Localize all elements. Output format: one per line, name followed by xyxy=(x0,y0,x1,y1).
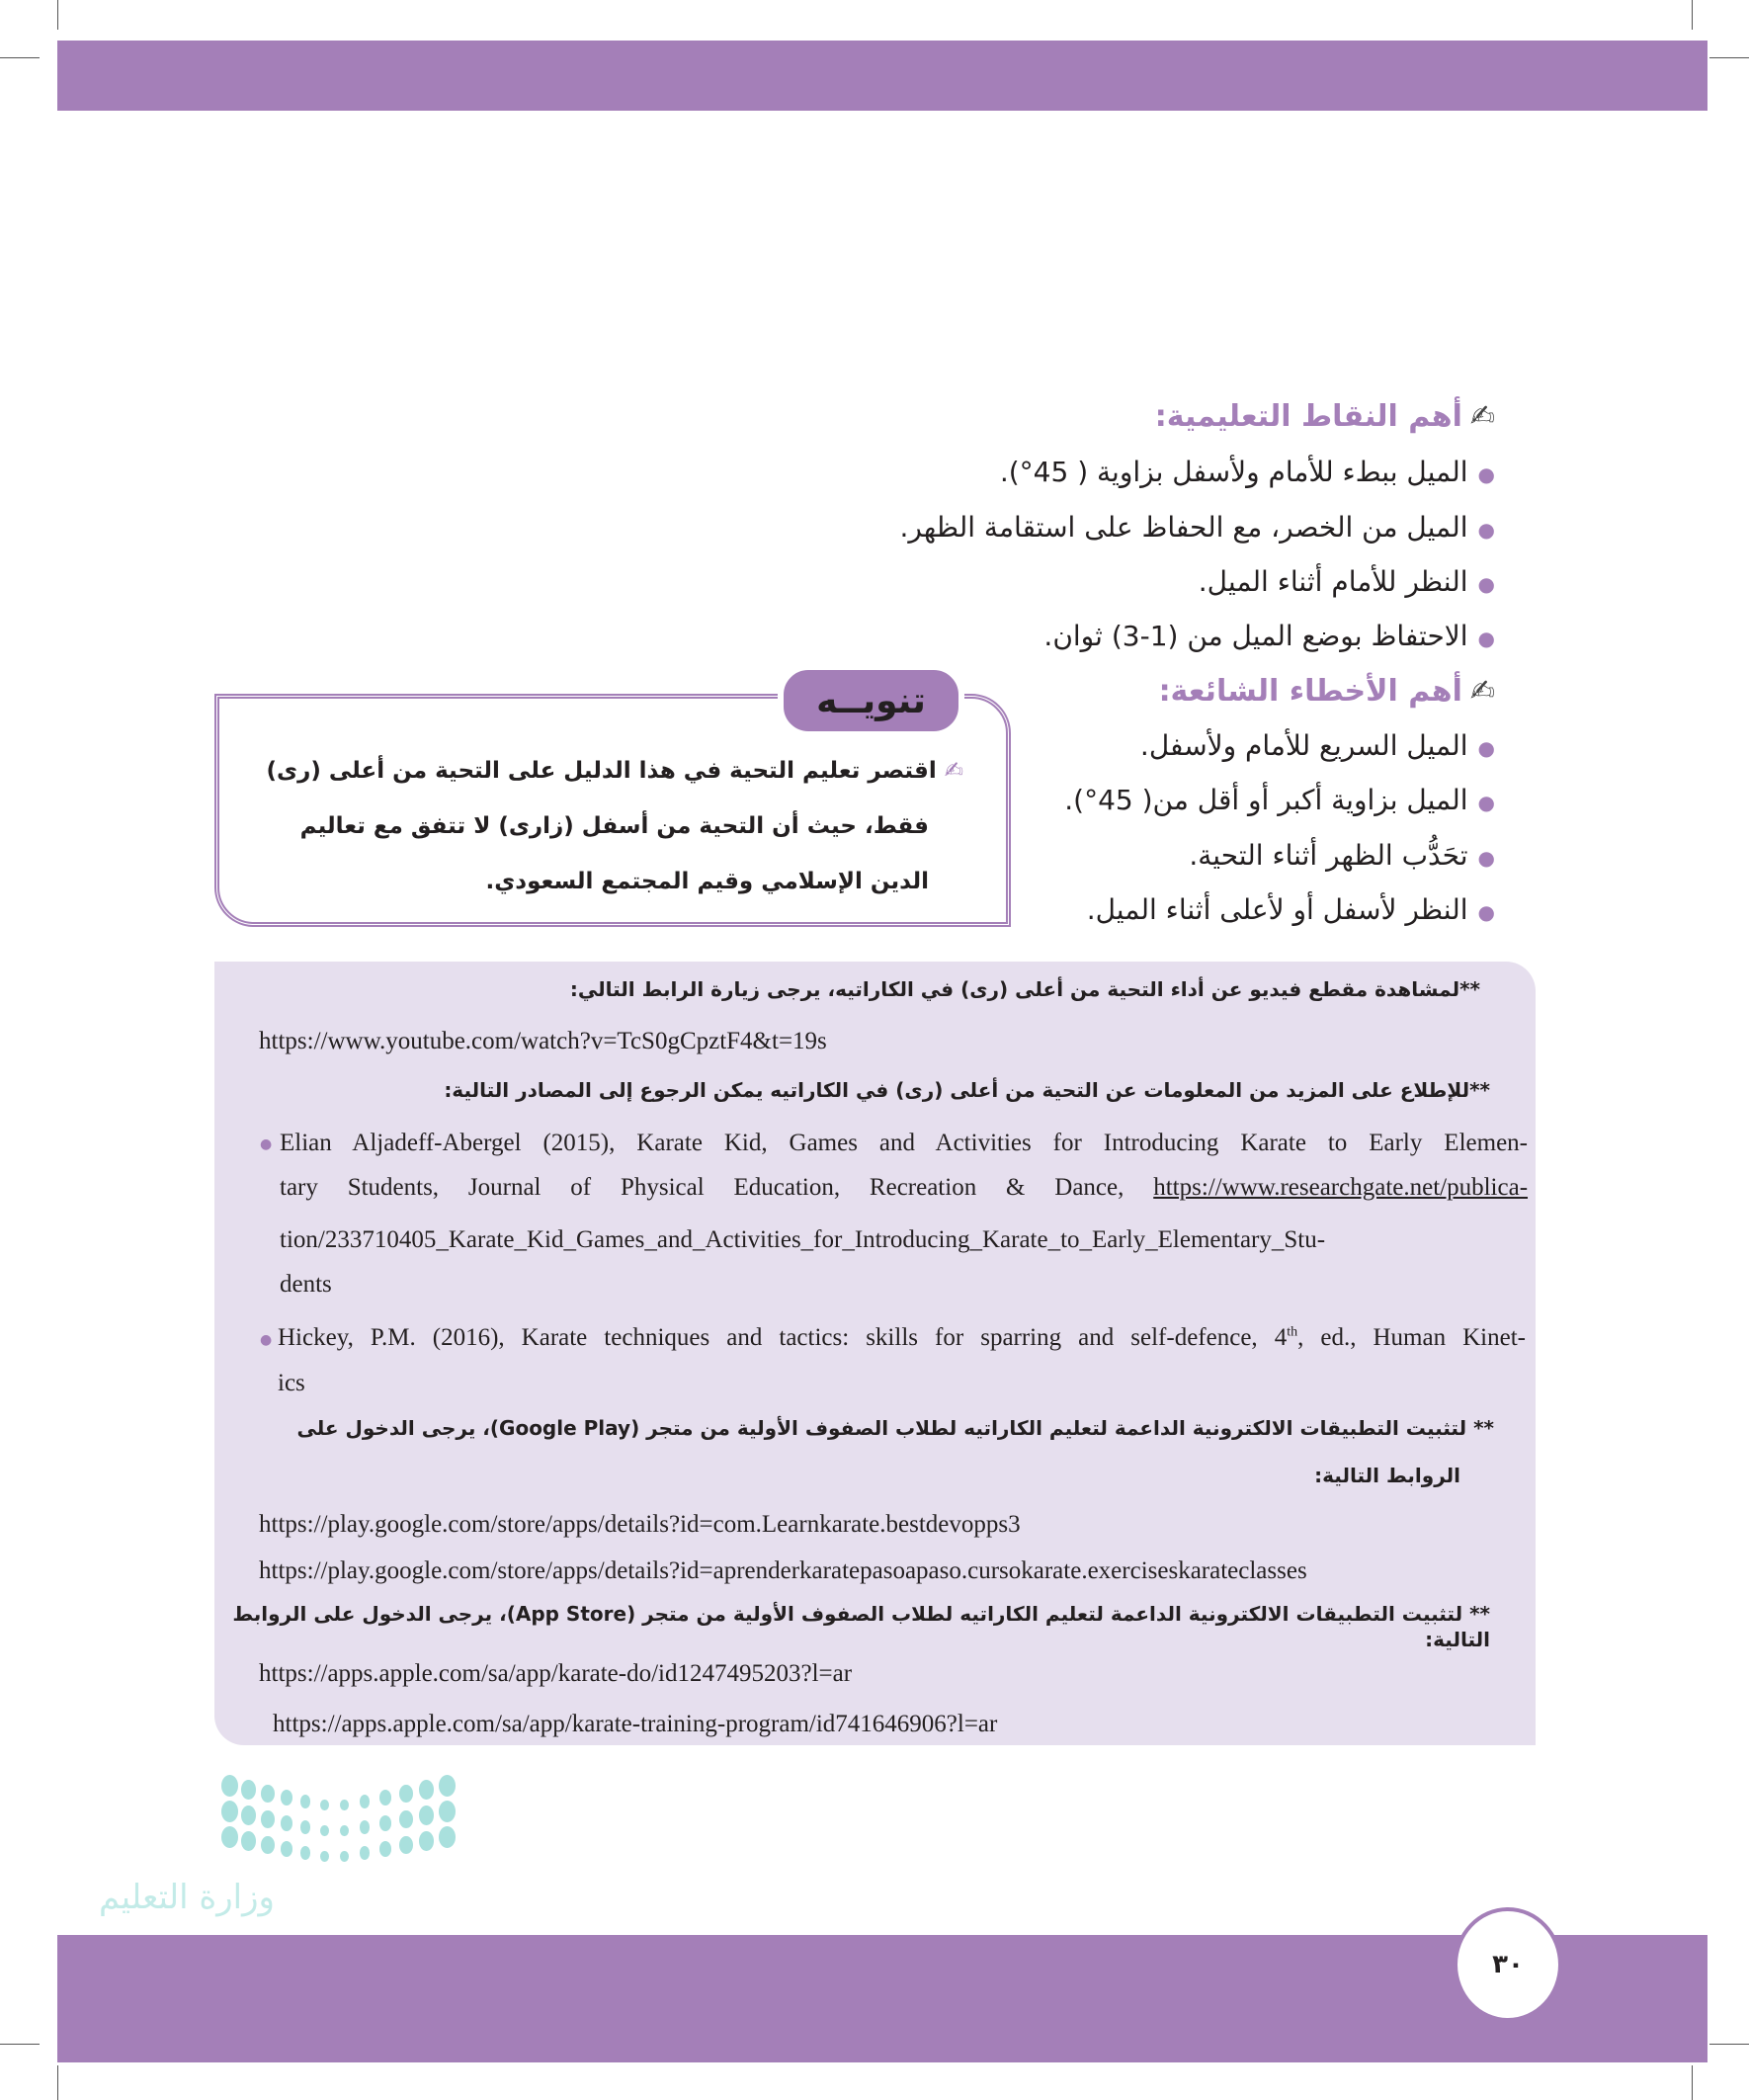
video-text: **لمشاهدة مقطع فيديو عن أداء التحية من أعلى (رى) في الكاراتيه، يرجى زيارة الرابط التالي: xyxy=(569,977,1480,1001)
teaching-points-heading: ✍أهم النقاط التعليمية: xyxy=(1154,399,1495,434)
google-play-text: الروابط التالية: xyxy=(1314,1464,1460,1487)
crop-mark xyxy=(57,0,58,30)
pen-hand-icon: ✍ xyxy=(1469,399,1495,434)
list-item: ●النظر لأسفل أو لأعلى أثناء الميل. xyxy=(1086,893,1495,926)
bullet-icon: ● xyxy=(1477,846,1495,870)
reference-1: dents xyxy=(280,1271,332,1298)
ministry-logo xyxy=(221,1775,462,1858)
crop-mark xyxy=(1709,57,1749,58)
logo-dot xyxy=(300,1846,310,1860)
logo-dot xyxy=(340,1851,349,1862)
notice-title: تنويــه xyxy=(778,664,964,737)
logo-dot xyxy=(360,1846,370,1860)
bullet-icon: ● xyxy=(1477,900,1495,924)
logo-dot xyxy=(320,1851,329,1862)
logo-dot xyxy=(281,1815,292,1831)
logo-dot xyxy=(360,1820,370,1834)
logo-dot xyxy=(320,1825,329,1836)
logo-dot xyxy=(439,1826,456,1848)
bullet-icon: ● xyxy=(1477,572,1495,596)
reference-2: ics xyxy=(278,1370,305,1396)
logo-dot xyxy=(439,1801,456,1822)
app-store-link[interactable]: https://apps.apple.com/sa/app/karate-do/id1247495203?l=ar xyxy=(259,1660,853,1687)
common-mistakes-heading: ✍أهم الأخطاء الشائعة: xyxy=(1158,674,1495,709)
crop-mark xyxy=(57,2065,58,2100)
logo-dot xyxy=(419,1806,434,1825)
logo-dot xyxy=(379,1815,391,1831)
logo-dot xyxy=(241,1806,256,1825)
bullet-icon: ● xyxy=(1477,736,1495,760)
logo-dot xyxy=(439,1775,456,1797)
crop-mark xyxy=(0,57,40,58)
crop-mark xyxy=(1709,2044,1749,2045)
ministry-name: وزارة التعليم xyxy=(99,1878,275,1917)
logo-dot xyxy=(419,1831,434,1851)
pen-hand-icon: ✍ xyxy=(944,758,963,784)
google-play-link[interactable]: https://play.google.com/store/apps/details?id=com.Learnkarate.bestdevopps3 xyxy=(259,1511,1021,1538)
reference-2: Hickey, P.M. (2016), Karate techniques and tactics: skills for sparring and self-defence, 4th, ed., Human Kinet- xyxy=(278,1324,1526,1351)
crop-mark xyxy=(0,2044,40,2045)
list-item: ●الميل السريع للأمام ولأسفل. xyxy=(1139,729,1495,762)
google-play-text: ** لتثبيت التطبيقات الالكترونية الداعمة لتعليم الكاراتيه لطلاب الصفوف الأولية من متجر (Google Play)، يرجى الدخول على xyxy=(296,1416,1494,1440)
logo-dot xyxy=(261,1810,275,1828)
app-store-text: ** لتثبيت التطبيقات الالكترونية الداعمة لتعليم الكاراتيه لطلاب الصفوف الأولية من متجر (App Store)، يرجى الدخول على الروابط التالية: xyxy=(232,1602,1490,1651)
app-store-link[interactable]: https://apps.apple.com/sa/app/karate-training-program/id741646906?l=ar xyxy=(273,1711,998,1737)
notice-text: الدين الإسلامي وقيم المجتمع السعودي. xyxy=(485,869,929,894)
logo-dot xyxy=(419,1780,434,1800)
logo-dot xyxy=(340,1800,349,1810)
list-item: ●الميل بزاوية أكبر أو أقل من( 45°). xyxy=(1064,784,1495,816)
video-link[interactable]: https://www.youtube.com/watch?v=TcS0gCpztF4&t=19s xyxy=(259,1028,827,1054)
logo-dot xyxy=(261,1785,275,1803)
header-band xyxy=(57,41,1707,111)
logo-dot xyxy=(379,1841,391,1857)
page-number: ٣٠ xyxy=(1454,1907,1562,2022)
logo-dot xyxy=(241,1780,256,1800)
logo-dot xyxy=(221,1826,238,1848)
crop-mark xyxy=(1692,2065,1693,2100)
notice-text: فقط، حيث أن التحية من أسفل (زارى) لا تتفق مع تعاليم xyxy=(299,813,929,839)
pen-hand-icon: ✍ xyxy=(1469,674,1495,709)
bullet-icon: ● xyxy=(1477,791,1495,814)
researchgate-link[interactable]: https://www.researchgate.net/publica- xyxy=(1153,1174,1529,1201)
logo-dot xyxy=(300,1795,310,1808)
bullet-icon: ● xyxy=(1477,627,1495,650)
list-item: ●النظر للأمام أثناء الميل. xyxy=(1198,565,1495,598)
logo-dot xyxy=(261,1836,275,1854)
list-item: ●الميل ببطء للأمام ولأسفل بزاوية ( 45°). xyxy=(999,456,1495,488)
crop-mark xyxy=(1692,0,1693,30)
logo-dot xyxy=(399,1810,413,1828)
logo-dot xyxy=(340,1825,349,1836)
logo-dot xyxy=(360,1795,370,1808)
logo-dot xyxy=(399,1836,413,1854)
logo-dot xyxy=(399,1785,413,1803)
notice-text: ✍اقتصر تعليم التحية في هذا الدليل على التحية من أعلى (رى) xyxy=(266,758,963,784)
logo-dot xyxy=(320,1800,329,1810)
more-info-text: **للإطلاع على المزيد من المعلومات عن التحية من أعلى (رى) في الكاراتيه يمكن الرجوع إلى المصادر التالية: xyxy=(444,1078,1490,1102)
logo-dot xyxy=(281,1790,292,1806)
bullet-icon: ● xyxy=(1477,518,1495,542)
logo-dot xyxy=(221,1801,238,1822)
reference-1: Elian Aljadeff-Abergel (2015), Karate Kid, Games and Activities for Introducing Karate to Early Elemen- xyxy=(280,1130,1528,1156)
reference-1: tion/233710405_Karate_Kid_Games_and_Activities_for_Introducing_Karate_to_Early_Elementary_Stu- xyxy=(280,1226,1326,1253)
logo-dot xyxy=(300,1820,310,1834)
google-play-link[interactable]: https://play.google.com/store/apps/details?id=aprenderkaratepasoapaso.cursokarate.exerciseskarateclasses xyxy=(259,1557,1307,1584)
bullet-icon: ● xyxy=(260,1136,273,1152)
logo-dot xyxy=(241,1831,256,1851)
reference-1: tary Students, Journal of Physical Education, Recreation & Dance, https://www.researchgate.net/publica- xyxy=(280,1174,1529,1201)
logo-dot xyxy=(221,1775,238,1797)
logo-dot xyxy=(281,1841,292,1857)
list-item: ●الميل من الخصر، مع الحفاظ على استقامة الظهر. xyxy=(899,511,1495,544)
bullet-icon: ● xyxy=(260,1332,273,1348)
bullet-icon: ● xyxy=(1477,462,1495,486)
list-item: ●تحَدُّب الظهر أثناء التحية. xyxy=(1189,839,1495,872)
list-item: ●الاحتفاظ بوضع الميل من (1-3) ثوان. xyxy=(1043,620,1495,652)
logo-dot xyxy=(379,1790,391,1806)
